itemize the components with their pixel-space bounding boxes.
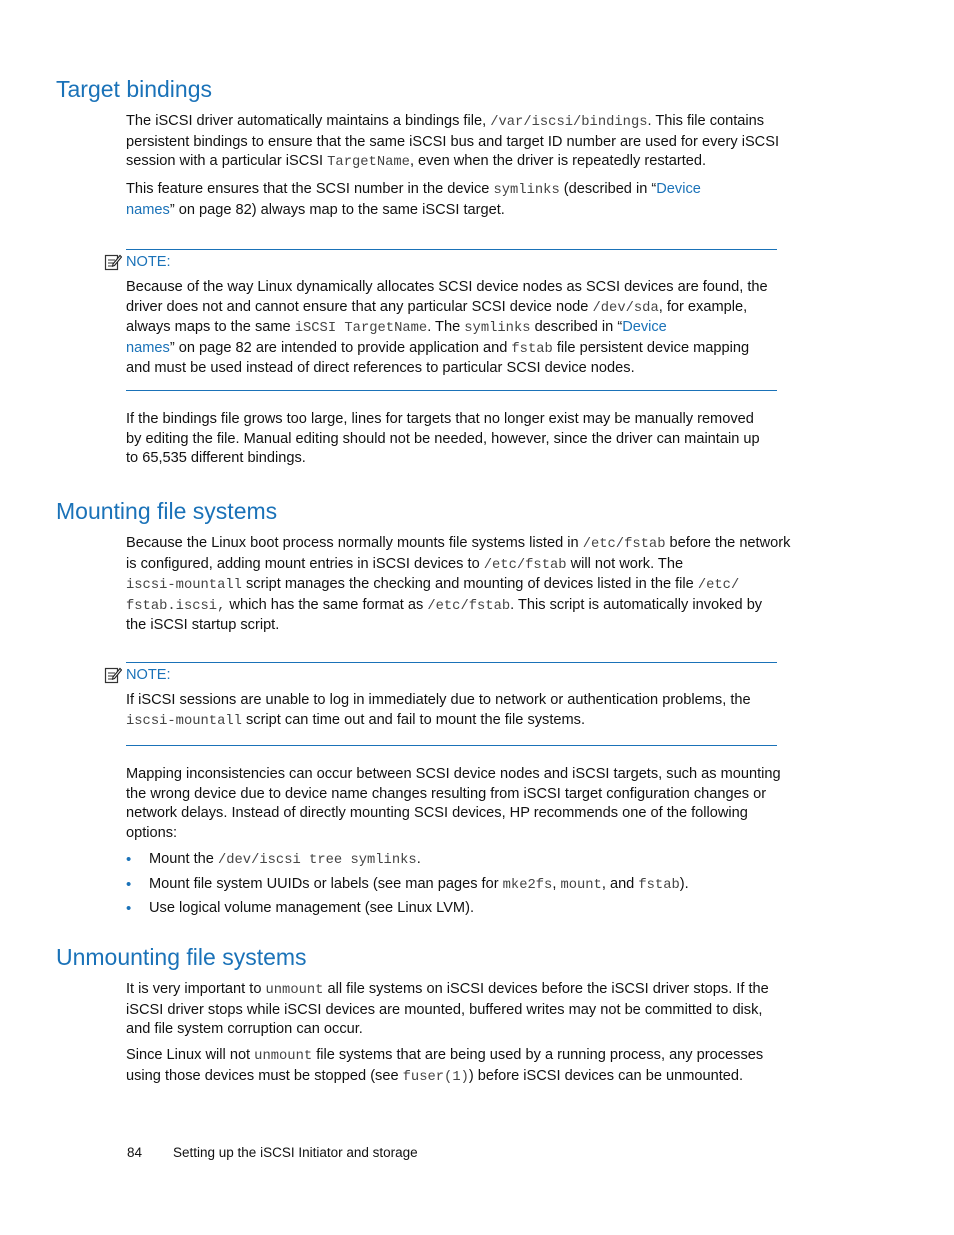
text: described in “ [530,319,623,336]
text: . The [427,319,465,336]
target-paragraph-3 [126,410,816,469]
text: Use logical volume management (see Linux LVM). [149,900,474,916]
text: to 65,535 different bindings. [126,450,306,467]
list-item [126,850,689,875]
text: Because of the way Linux dynamically allocates SCSI device nodes as SCSI devices are found, the [126,279,768,295]
code-mke2fs: mke2fs [502,877,553,893]
text: driver does not and cannot ensure that any particular SCSI device node [126,298,593,315]
text: will not work. The [566,555,684,572]
code-fstab-iscsi: fstab.iscsi, [126,598,226,614]
text: This feature ensures that the SCSI number in the device [126,181,494,197]
text: using those devices must be stopped (see [126,1067,403,1084]
code-bindings-path: /var/iscsi/bindings [490,115,648,130]
page-footer [127,1144,418,1162]
text: Mapping inconsistencies can occur between SCSI device nodes and iSCSI targets, such as mounting [126,766,781,782]
text: Mount file system UUIDs or labels (see man pages for [149,875,503,892]
code-iscsi-targetname: iSCSI TargetName [294,321,428,337]
code-iscsi-mountall: iscsi-mountall [126,578,242,594]
code-mount: mount [560,877,602,893]
target-paragraph-2 [126,180,816,220]
device-names-link[interactable]: Device [622,319,667,336]
code-dev-sda: /dev/sda [592,300,659,316]
text: ) before iSCSI devices can be unmounted. [468,1067,744,1084]
code-etc-fstab: /etc/fstab [427,598,511,614]
text: the wrong device due to device name changes resulting from iSCSI target configuration changes or [126,785,767,802]
note-rule-bottom [126,390,777,391]
code-unmount: unmount [265,983,324,998]
text: always maps to the same [126,319,295,336]
text: ” on page 82 are intended to provide application and [169,339,512,356]
device-names-link-cont[interactable]: names [126,201,170,218]
text: by editing the file. Manual editing should not be needed, however, since the driver can maintain up [126,430,760,447]
code-dev-iscsi-tree: /dev/iscsi tree symlinks [217,853,417,868]
footer-title: Setting up the iSCSI Initiator and storage [173,1145,418,1160]
text: Since Linux will not [126,1047,255,1063]
text: network delays. Instead of directly mounting SCSI devices, HP recommends one of the following [126,805,748,822]
note-label: NOTE: [126,254,171,270]
text: persistent bindings to ensure that the same iSCSI bus and target ID number are used for every iSCSI [126,133,780,150]
text: options: [126,824,178,841]
mounting-paragraph-2 [126,765,816,843]
text: The iSCSI driver automatically maintains a bindings file, [126,113,491,129]
text: all file systems on iSCSI devices before the iSCSI driver stops. If the [323,981,769,997]
bullet-icon: • [126,851,132,868]
note-rule-bottom [126,745,777,746]
text: before the network [665,535,791,551]
text: . [416,851,421,867]
text: the iSCSI startup script. [126,617,280,634]
code-iscsi-mountall: iscsi-mountall [126,713,242,729]
heading-unmounting-file-systems: Unmounting file systems [56,944,307,970]
options-list [126,850,689,924]
text: , and [601,875,639,892]
text: is configured, adding mount entries in iSCSI devices to [126,555,484,572]
list-item [126,899,689,924]
code-etc-fstab: /etc/fstab [582,537,666,552]
note-pencil-icon [104,253,122,271]
target-note-body [126,278,816,379]
code-targetname: TargetName [327,155,410,171]
text: . This script is automatically invoked by [510,596,763,613]
text: If the bindings file grows too large, lines for targets that no longer exist may be manually removed [126,411,754,427]
text: session with a particular iSCSI [126,153,328,170]
text: and must be used instead of direct references to particular SCSI device nodes. [126,360,635,377]
code-unmount: unmount [254,1049,313,1064]
text: . This file contains [647,113,765,129]
text: , even when the driver is repeatedly restarted. [409,153,707,170]
code-etc-fstab: /etc/fstab [483,557,567,573]
text: which has the same format as [225,596,428,613]
text: ). [679,875,689,892]
heading-target-bindings: Target bindings [56,76,212,102]
device-names-link[interactable]: Device [656,181,701,197]
note-header [104,252,171,272]
note-pencil-icon [104,666,122,684]
note-rule-top [126,249,777,250]
text: and file system corruption can occur. [126,1021,363,1038]
text: iSCSI driver stops while iSCSI devices are mounted, buffered writes may not be committed to disk, [126,1001,763,1018]
code-fstab: fstab [511,341,553,357]
code-symlinks: symlinks [464,321,531,337]
text: file persistent device mapping [552,339,750,356]
list-item [126,875,689,900]
code-fstab: fstab [638,877,680,893]
text: Because the Linux boot process normally mounts file systems listed in [126,535,583,551]
text: script manages the checking and mounting of devices listed in the file [241,576,698,593]
note-header [104,665,171,685]
code-etc: /etc/ [697,578,740,594]
target-paragraph-1 [126,112,816,173]
text: Mount the [149,851,218,867]
mounting-paragraph-1 [126,534,816,636]
device-names-link-cont[interactable]: names [126,339,170,356]
code-fuser: fuser(1) [402,1069,469,1085]
text: ” on page 82) always map to the same iSCSI target. [169,201,505,218]
mounting-note-body [126,691,816,731]
bullet-icon: • [126,900,132,917]
text: (described in “ [559,181,657,197]
code-symlinks: symlinks [493,183,560,198]
note-label: NOTE: [126,667,171,683]
text: , for example, [658,298,748,315]
bullet-icon: • [126,875,132,893]
text: file systems that are being used by a running process, any processes [312,1047,764,1063]
text: It is very important to [126,981,266,997]
text: , [552,875,561,892]
note-rule-top [126,662,777,663]
heading-mounting-file-systems: Mounting file systems [56,498,278,524]
unmounting-paragraph-1 [126,980,816,1040]
text: If iSCSI sessions are unable to log in immediately due to network or authentication problems, the [126,692,751,708]
unmounting-paragraph-2 [126,1046,816,1087]
page-number: 84 [127,1145,143,1160]
text: script can time out and fail to mount the file systems. [241,711,586,728]
